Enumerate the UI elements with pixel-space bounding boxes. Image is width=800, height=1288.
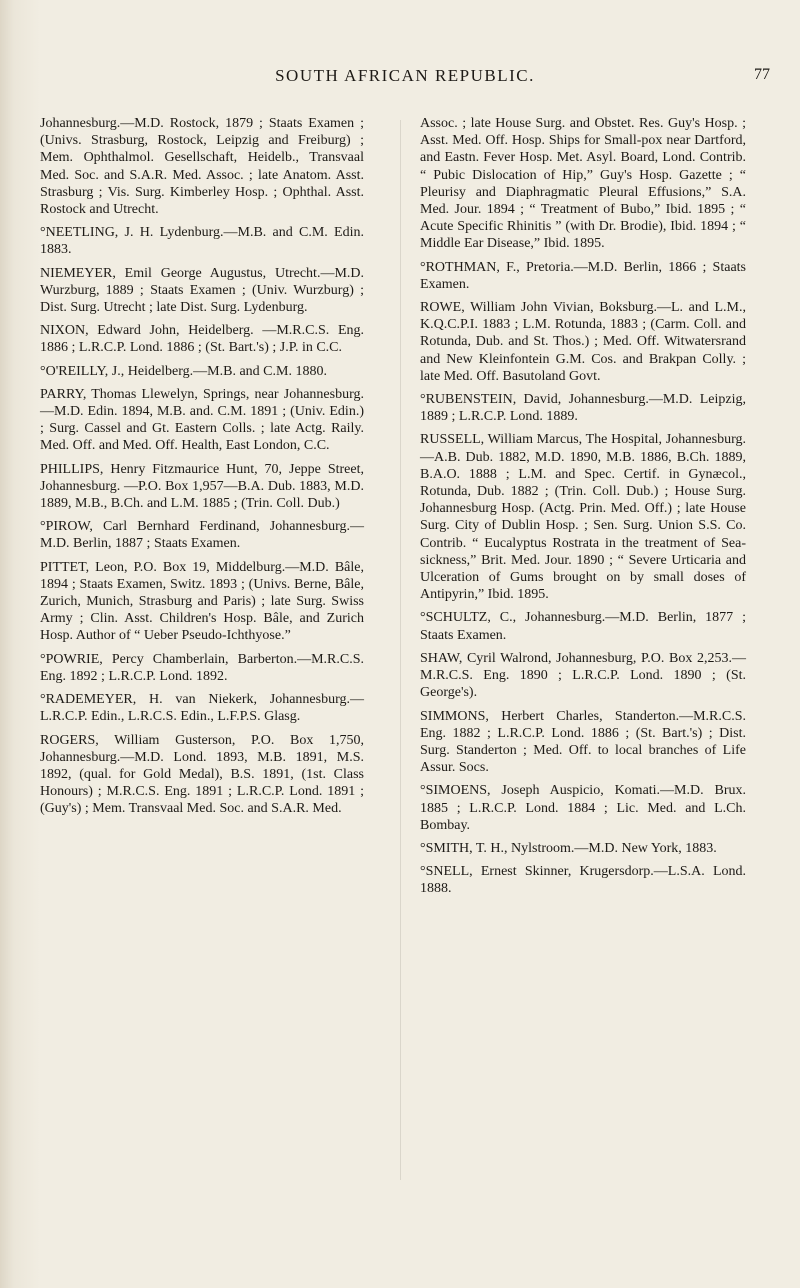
directory-entry: °POWRIE, Percy Chamberlain, Barberton.—M.R.C.S. Eng. 1892 ; L.R.C.P. Lond. 1892. — [40, 651, 364, 684]
directory-entry: Johannesburg.—M.D. Rostock, 1879 ; Staats Examen ; (Univs. Strasburg, Rostock, Leipzig and Freiburg) ; Mem. Ophthalmol. Gesellschaft, Heidelb., Transvaal Med. Soc. and S.A.R. Med. Assoc. ; late Anatom. Asst. Strasburg ; Vis. Surg. Kimberley Hosp. ; Ophthal. Asst. Rostock and Utrecht. — [40, 116, 364, 218]
left-column — [40, 115, 364, 824]
directory-entry: SHAW, Cyril Walrond, Johannesburg, P.O. Box 2,253.—M.R.C.S. Eng. 1890 ; L.R.C.P. Lond. 1890 ; (St. George's). — [420, 650, 746, 701]
directory-entry: Assoc. ; late House Surg. and Obstet. Res. Guy's Hosp. ; Asst. Med. Off. Hosp. Ships for Small-pox near Dartford, and Eastn. Fever Hosp. Met. Asyl. Board, Lond. Contrib. “ Pubic Dislocation of Hip,” Guy's Hosp. Gazette ; “ Pleurisy and Diaphragmatic Pleural Effusions,” S.A. Med. Jour. 1894 ; “ Treatment of Bubo,” Ibid. 1895 ; “ Acute Specific Rhinitis ” (with Dr. Brodie), Ibid. 1894 ; “ Middle Ear Disease,” Ibid. 1895. — [420, 116, 746, 252]
directory-entry: PARRY, Thomas Llewelyn, Springs, near Johannesburg.—M.D. Edin. 1894, M.B. and. C.M. 1891 ; (Univ. Edin.) ; Surg. Cassel and Gt. Eastern Colls. ; late Actg. Raily. Med. Off. and Med. Off. Health, East London, C.C. — [40, 386, 364, 454]
directory-entry: °SMITH, T. H., Nylstroom.—M.D. New York, 1883. — [420, 840, 717, 856]
directory-entry: ROGERS, William Gusterson, P.O. Box 1,750, Johannesburg.—M.D. Lond. 1893, M.B. 1891, M.S. 1892, (qual. for Gold Medal), B.S. 1891, (1st. Class Honours) ; M.R.C.S. Eng. 1891 ; L.R.C.P. Lond. 1891 ; (Guy's) ; Mem. Transvaal Med. Soc. and S.A.R. Med. — [40, 732, 364, 817]
directory-entry: °NEETLING, J. H. Lydenburg.—M.B. and C.M. Edin. 1883. — [40, 225, 364, 258]
right-column — [420, 115, 746, 904]
running-title: SOUTH AFRICAN REPUBLIC. — [275, 66, 535, 85]
directory-entry: PITTET, Leon, P.O. Box 19, Middelburg.—M.D. Bâle, 1894 ; Staats Examen, Switz. 1893 ; (Univs. Berne, Bâle, Zurich, Munich, Strasburg and Paris) ; late Surg. Swiss Army ; Clin. Asst. Children's Hosp. Bâle, and Zurich Hosp. Author of “ Ueber Pseudo-Ichthyose.” — [40, 559, 364, 644]
directory-entry: °RADEMEYER, H. van Niekerk, Johannesburg.—L.R.C.P. Edin., L.R.C.S. Edin., L.F.P.S. Glasg. — [40, 692, 364, 725]
directory-entry: ROWE, William John Vivian, Boksburg.—L. and L.M., K.Q.C.P.I. 1883 ; L.M. Rotunda, 1883 ; (Carm. Coll. and Rotunda, Dub. and St. Thos.) ; Med. Off. Witwatersrand and New Kleinfontein G.M. Cos. and Brakpan Colly. ; late Med. Off. Basutoland Govt. — [420, 300, 746, 384]
directory-entry: °O'REILLY, J., Heidelberg.—M.B. and C.M. 1880. — [40, 363, 327, 379]
directory-entry: NIXON, Edward John, Heidelberg. —M.R.C.S. Eng. 1886 ; L.R.C.P. Lond. 1886 ; (St. Bart.'s) ; J.P. in C.C. — [40, 323, 364, 356]
page-number: 77 — [754, 66, 770, 83]
directory-entry: °PIROW, Carl Bernhard Ferdinand, Johannesburg.—M.D. Berlin, 1887 ; Staats Examen. — [40, 519, 364, 552]
directory-entry: NIEMEYER, Emil George Augustus, Utrecht.—M.D. Wurzburg, 1889 ; Staats Examen ; (Univ. Wurzburg) ; Dist. Surg. Utrecht ; late Dist. Surg. Lydenburg. — [40, 265, 364, 316]
directory-entry: °SIMOENS, Joseph Auspicio, Komati.—M.D. Brux. 1885 ; L.R.C.P. Lond. 1884 ; Lic. Med. and L.Ch. Bombay. — [420, 783, 746, 833]
directory-entry: °ROTHMAN, F., Pretoria.—M.D. Berlin, 1866 ; Staats Examen. — [420, 259, 746, 292]
directory-entry: °SNELL, Ernest Skinner, Krugersdorp.—L.S.A. Lond. 1888. — [420, 864, 746, 897]
page-header — [40, 66, 770, 90]
column-divider — [400, 120, 401, 1180]
directory-entry: °RUBENSTEIN, David, Johannesburg.—M.D. Leipzig, 1889 ; L.R.C.P. Lond. 1889. — [420, 392, 746, 425]
directory-entry: SIMMONS, Herbert Charles, Standerton.—M.R.C.S. Eng. 1882 ; L.R.C.P. Lond. 1886 ; (St. Bart.'s) ; Dist. Surg. Standerton ; Med. Off. to local branches of Life Assur. Socs. — [420, 708, 746, 776]
directory-entry: RUSSELL, William Marcus, The Hospital, Johannesburg.—A.B. Dub. 1882, M.D. 1890, M.B. 1886, B.Ch. 1889, B.A.O. 1888 ; L.M. and Spec. Certif. in Gynæcol., Rotunda, Dub. 1882 ; (Trin. Coll. Dub.) ; House Surg. Johannesburg Hosp. (Actg. Prin. Med. Off.) ; late House Surg. City of Dublin Hosp. ; Sen. Surg. Union S.S. Co. Contrib. “ Eucalyptus Rostrata in the treatment of Sea-sickness,” Brit. Med. Jour. 1890 ; “ Severe Urticaria and Ulceration of Gums brought on by small doses of Antipyrin,” Ibid. 1895. — [420, 432, 746, 603]
directory-entry: PHILLIPS, Henry Fitzmaurice Hunt, 70, Jeppe Street, Johannesburg. —P.O. Box 1,957—B.A. Dub. 1883, M.D. 1889, M.B., B.Ch. and L.M. 1885 ; (Trin. Coll. Dub.) — [40, 461, 364, 512]
directory-entry: °SCHULTZ, C., Johannesburg.—M.D. Berlin, 1877 ; Staats Examen. — [420, 610, 746, 643]
